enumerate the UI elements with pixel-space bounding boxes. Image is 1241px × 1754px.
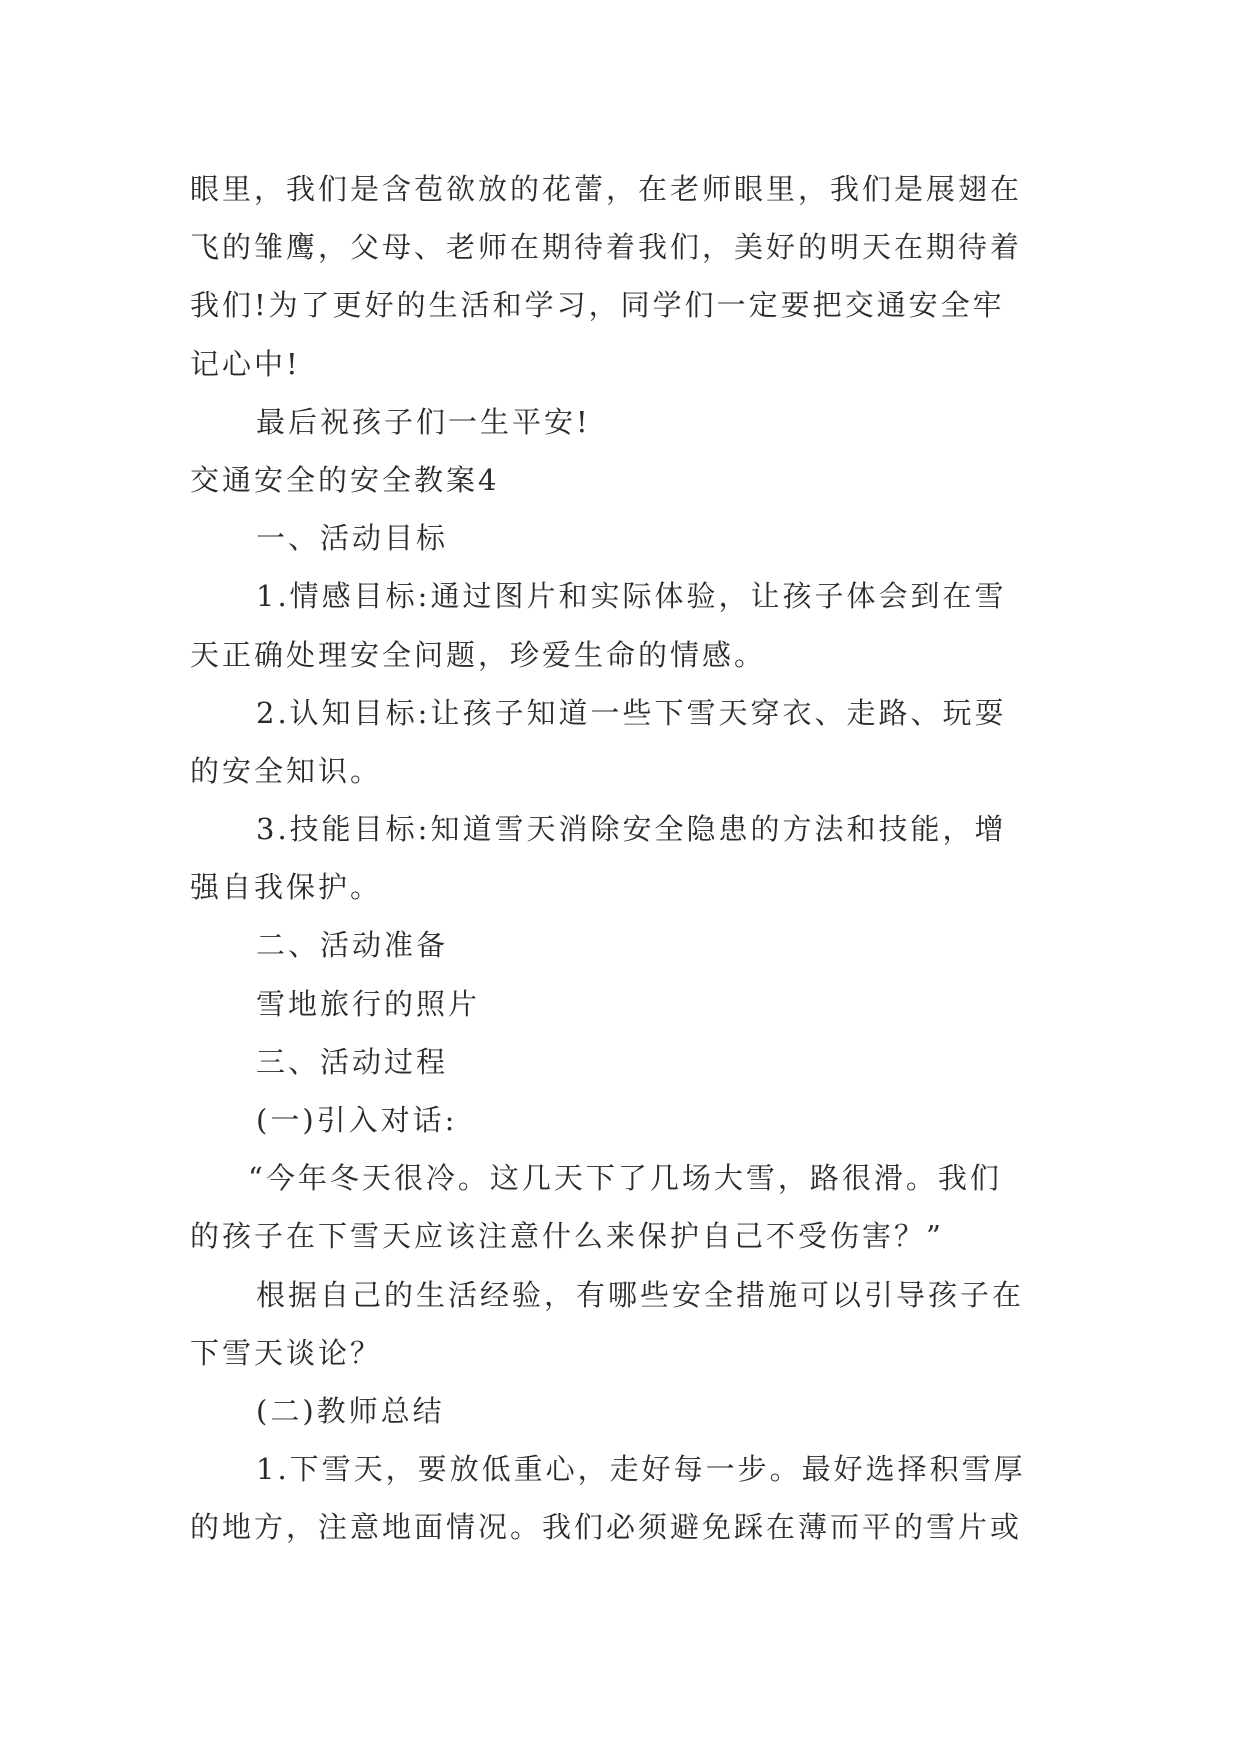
paragraph-line: 飞的雏鹰，父母、老师在期待着我们，美好的明天在期待着 (190, 230, 1023, 265)
document-body (190, 160, 1060, 1557)
heading-activity-goals: 一、活动目标 (256, 521, 449, 556)
paragraph-line: 强自我保护。 (190, 870, 383, 905)
heading-activity-process: 三、活动过程 (256, 1044, 449, 1079)
closing-wish: 最后祝孩子们一生平安! (256, 404, 591, 439)
paragraph-line: 的安全知识。 (190, 753, 383, 788)
subheading-teacher-summary: (二)教师总结 (256, 1393, 445, 1428)
goal-skill: 3.技能目标:知道雪天消除安全隐患的方法和技能，增 (256, 812, 1007, 847)
goal-emotion: 1.情感目标:通过图片和实际体验，让孩子体会到在雪 (256, 579, 1007, 614)
section-title: 交通安全的安全教案4 (190, 462, 500, 497)
paragraph-line: 眼里，我们是含苞欲放的花蕾，在老师眼里，我们是展翅在 (190, 172, 1023, 206)
paragraph-line: 天正确处理安全问题，珍爱生命的情感。 (190, 637, 767, 672)
paragraph-line: 记心中! (190, 346, 301, 381)
summary-point: 1.下雪天，要放低重心，走好每一步。最好选择积雪厚 (256, 1452, 1026, 1487)
preparation-item: 雪地旅行的照片 (256, 986, 481, 1021)
goal-cognition: 2.认知目标:让孩子知道一些下雪天穿衣、走路、玩耍 (256, 695, 1007, 730)
paragraph-line: 的地方，注意地面情况。我们必须避免踩在薄而平的雪片或 (190, 1510, 1023, 1545)
paragraph-line: 的孩子在下雪天应该注意什么来保护自己不受伤害？” (190, 1219, 944, 1254)
heading-activity-preparation: 二、活动准备 (256, 928, 449, 963)
paragraph-line: 我们!为了更好的生活和学习，同学们一定要把交通安全牢 (190, 288, 1005, 323)
subheading-introduction: (一)引入对话: (256, 1103, 458, 1137)
quote-line: “今年冬天很冷。这几天下了几场大雪，路很滑。我们 (248, 1161, 1002, 1196)
paragraph-line: 下雪天谈论？ (190, 1335, 383, 1370)
paragraph-line: 根据自己的生活经验，有哪些安全措施可以引导孩子在 (256, 1277, 1025, 1312)
